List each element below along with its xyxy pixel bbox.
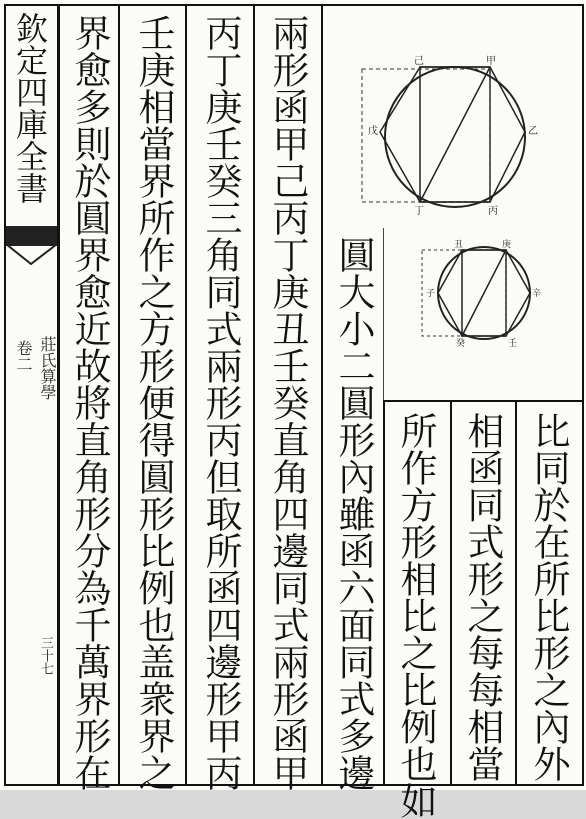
column-rule [321, 4, 323, 786]
fish-tail-ornament [6, 226, 57, 246]
large-label-ji: 己 [414, 56, 424, 67]
margin-page-number: 三十七 [38, 636, 53, 675]
small-circle-figure [418, 236, 548, 351]
large-label-wu: 戊 [368, 126, 378, 137]
large-label-jia: 甲 [486, 56, 496, 67]
text-column-6: 相函同式形之每每相當 [461, 412, 504, 782]
text-column-4: 界愈多則於圓界愈近故將直角形分為千萬界形在 [68, 14, 111, 791]
text-column-8: 圓大小二圓形內雖函六面同式多邊 [332, 236, 375, 791]
figure-bottom-rule [383, 400, 583, 402]
top-border [4, 4, 584, 6]
column-rule [185, 4, 187, 786]
column-rule [118, 4, 120, 786]
text-column-3: 壬庚相當界所作之方形便得圓形比例也盖衆界之 [132, 14, 175, 791]
small-label-geng: 庚 [502, 240, 512, 250]
margin-volume: 卷二 [14, 340, 33, 372]
column-rule [383, 400, 385, 784]
small-label-ren: 壬 [508, 339, 518, 349]
small-label-zi: 子 [426, 289, 436, 299]
column-rule [253, 4, 255, 786]
column-rule [515, 400, 517, 784]
outer-right-border [582, 4, 584, 786]
small-label-gui: 癸 [456, 339, 466, 349]
text-column-2: 丙丁庚壬癸三角同式兩形丙但取所函四邊形甲丙 [199, 14, 242, 791]
large-label-bing: 丙 [488, 206, 498, 217]
margin-book-title: 莊氏算學 [38, 336, 57, 400]
column-rule [450, 400, 452, 784]
column-rule [383, 228, 384, 400]
small-label-chou: 丑 [454, 240, 464, 250]
margin-divider [57, 4, 60, 786]
fish-tail-ornament [6, 244, 57, 266]
large-label-ding: 丁 [414, 206, 424, 217]
large-label-yi: 乙 [528, 126, 538, 137]
text-column-1: 兩形函甲己丙丁庚丑壬癸直角四邊同式兩形函甲 [266, 14, 309, 791]
text-column-5: 比同於在所比形之內外 [527, 412, 570, 782]
margin-title: 欽定四庫全書 [11, 12, 49, 204]
outer-left-border [4, 4, 6, 786]
text-column-7: 所作方形相比之比例也如 [394, 412, 437, 819]
small-label-xin: 辛 [532, 289, 542, 299]
large-circle-figure [360, 52, 550, 222]
